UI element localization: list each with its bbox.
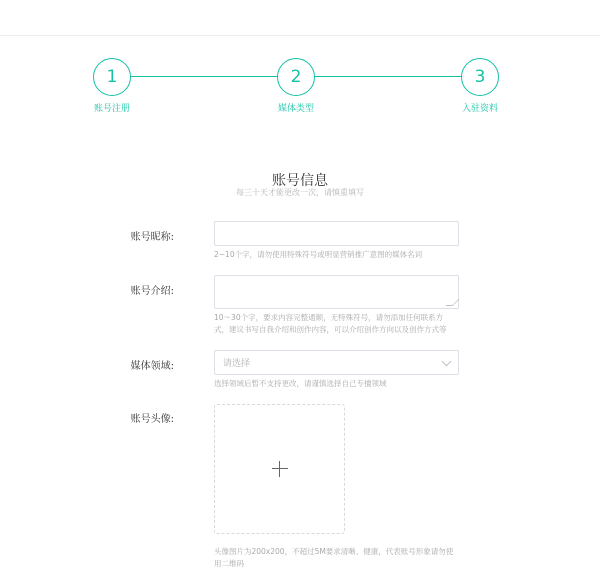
step-2-circle: 2 <box>277 58 315 96</box>
plus-icon <box>272 461 288 477</box>
progress-steps <box>0 0 600 120</box>
step-connector <box>131 76 277 77</box>
step-1-circle: 1 <box>93 58 131 96</box>
nickname-input[interactable] <box>214 221 459 246</box>
field-label: 媒体领域: <box>130 361 174 372</box>
intro-textarea[interactable] <box>214 275 459 309</box>
section-subtitle: 每三十天才能更改一次，请慎重填写 <box>236 188 364 197</box>
intro-hint-line-2: 式，建议书写自我介绍和创作内容，可以介绍创作方向以及创作方式等 <box>214 325 447 334</box>
intro-hint-line-1: 10～30个字，要求内容完整通顺，无特殊符号，请勿添加任何联系方 <box>214 313 444 322</box>
avatar-hint-line-2: 用二维码 <box>214 559 244 568</box>
avatar-upload[interactable] <box>214 404 345 534</box>
step-connector <box>315 76 461 77</box>
step-2-label: 媒体类型 <box>277 104 315 114</box>
nickname-hint: 2~10个字，请勿使用特殊符号或明显营销推广意图的媒体名词 <box>214 250 423 259</box>
step-3-circle: 3 <box>461 58 499 96</box>
resize-handle-icon[interactable] <box>446 299 460 306</box>
avatar-label: 账号头像: <box>130 414 174 425</box>
step-3-label: 入驻资料 <box>461 104 499 114</box>
chevron-down-icon <box>442 356 452 366</box>
nickname-label: 账号昵称: <box>130 232 174 243</box>
field-select[interactable] <box>214 350 459 375</box>
step-1-label: 账号注册 <box>93 104 131 114</box>
section-title: 账号信息 <box>272 173 328 189</box>
avatar-hint-line-1: 头像图片为200x200，不超过5M要求清晰、健康，代表账号形象请勿使 <box>214 547 454 556</box>
intro-label: 账号介绍: <box>130 286 174 297</box>
field-hint: 选择领域后暂不支持更改，请谨慎选择自己专擅领域 <box>214 379 387 388</box>
field-select-placeholder: 请选择 <box>223 359 251 369</box>
